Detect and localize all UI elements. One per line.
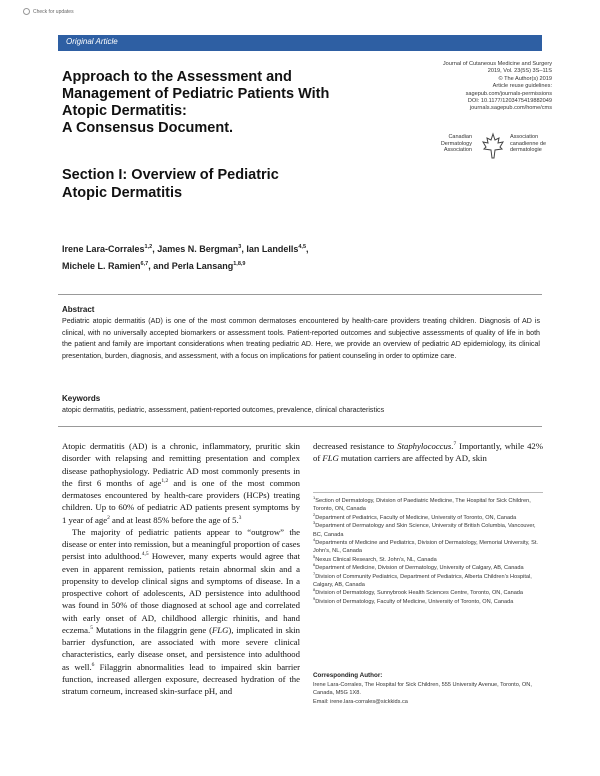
journal-copyright: © The Author(s) 2019 xyxy=(498,75,552,82)
author-name[interactable]: James N. Bergman xyxy=(157,244,239,254)
journal-info xyxy=(382,61,552,113)
journal-home-link[interactable]: journals.sagepub.com/home/cms xyxy=(469,105,552,112)
citation[interactable]: 6 xyxy=(91,661,95,668)
corresponding-author-details: Irene Lara-Corrales, The Hospital for Sick Children, 555 University Avenue, Toronto, ON, Canada, M5G 1X8. Email: irene.lara-corrales@sickkids.ca xyxy=(313,681,543,706)
affiliation-item: $^5$Nexus Clinical Research, St. John’s, NL, Canada xyxy=(313,553,437,563)
affiliation-item: $^2$Department of Pediatrics, Faculty of Medicine, University of Toronto, ON, Canada xyxy=(313,511,517,521)
article-type-banner xyxy=(58,35,542,51)
citation[interactable]: 3 xyxy=(238,514,242,521)
affiliation-item: $^4$Departments of Medicine and Pediatrics, Division of Dermatology, Memorial University, St. John’s, NL, Canada xyxy=(313,537,538,555)
logo-text-french: Association canadienne de dermatologie xyxy=(510,134,547,153)
affiliations-list xyxy=(313,497,543,606)
logo-text-english: Canadian Dermatology Association xyxy=(440,134,472,153)
maple-leaf-icon xyxy=(480,132,506,160)
citation[interactable]: 1,2 xyxy=(161,477,169,484)
affiliation-item: $^7$Division of Community Pediatrics, Department of Pediatrics, Alberta Children’s Hospital, Calgary, AB, Canada xyxy=(313,570,532,589)
cda-logo xyxy=(430,132,550,164)
abstract-heading: Abstract xyxy=(62,305,95,314)
affiliation-item: $^3$Department of Dermatology and Skin Science, University of British Columbia, Vancouver, BC, Canada xyxy=(313,520,536,538)
check-updates-icon xyxy=(23,8,30,15)
section-title: Section I: Overview of Pediatric Atopic Dermatitis xyxy=(62,167,279,201)
check-updates-label: Check for updates xyxy=(33,8,74,15)
journal-volume: 2019, Vol. 23(5S) 3S–11S xyxy=(487,68,552,75)
corresponding-author-heading: Corresponding Author: xyxy=(313,672,383,679)
abstract-top-divider xyxy=(58,294,542,295)
body-paragraph: The majority of pediatric patients appear to “outgrow” the disease or enter into remission, but a meaningful proportion of cases persist into adulthood.$^{4,5}$ However, many experts would agree that even in apparent remission, patients retain abnormal skin and a propensity to develop clinical signs and symptoms of disease. In a prospective cohort of adolescents, AD persistence into adulthood was found in 50% of those diagnosed at school age and correlated with early onset of AD, childhood allergic rhinitis, and hand eczema.$^5$ Mutations in the filaggrin gene (FLG), implicated in skin barrier dysfunction, are associated with more severe clinical characteristics, early disease onset, and persistence into adulthood as well.$^6$ Filaggrin abnormalities lead to impaired skin barrier function, increased allergen exposure, decreased hydration of the stratum corneum, increased skin-surface pH, and xyxy=(62,526,300,696)
citation[interactable]: 4,5 xyxy=(141,551,149,558)
body-column-right: decreased resistance to Staphylococcus.$^7$ Importantly, while 42% of FLG mutation carriers are affected by AD, skin xyxy=(313,441,543,464)
article-type-label: Original Article xyxy=(66,37,118,46)
author-name[interactable]: Perla Lansang xyxy=(171,261,234,271)
affiliation-item: $^8$Division of Dermatology, Sunnybrook Health Sciences Centre, Toronto, ON, Canada xyxy=(313,587,524,597)
author-list: Irene Lara-Corrales$^{1,2}$, James N. Bergman$^3$, Ian Landells$^{4,5}$, Michele L. Ramien$^{6,7}$, and Perla Lansang$^{1,8,9}$ xyxy=(62,244,309,271)
keywords-heading: Keywords xyxy=(62,394,101,403)
journal-permissions-link[interactable]: sagepub.com/journals-permissions xyxy=(465,90,552,97)
affiliation-item: $^9$Division of Dermatology, Faculty of Medicine, University of Toronto, ON, Canada xyxy=(313,596,514,605)
citation[interactable]: 2 xyxy=(107,514,110,521)
article-title: Approach to the Assessment and Management of Pediatric Patients With Atopic Dermatitis: A Consensus Document. xyxy=(62,69,330,136)
affiliation-item: $^1$Section of Dermatology, Division of Paediatric Medicine, The Hospital for Sick Children, Toronto, ON, Canada xyxy=(313,495,531,513)
keywords-text: atopic dermatitis, pediatric, assessment, patient-reported outcomes, prevalence, clinical characteristics xyxy=(62,406,385,414)
journal-reuse: Article reuse guidelines: xyxy=(492,83,552,90)
author-name[interactable]: Ian Landells xyxy=(246,244,299,254)
journal-doi[interactable]: DOI: 10.1177/1203475419882049 xyxy=(467,98,552,105)
author-name[interactable]: Michele L. Ramien xyxy=(62,261,141,271)
body-column-left xyxy=(62,440,300,697)
affiliations-divider xyxy=(313,492,543,493)
citation[interactable]: 7 xyxy=(453,441,457,448)
check-for-updates-badge[interactable] xyxy=(23,8,74,15)
affiliation-item: $^6$Department of Medicine, Division of Dermatology, University of Calgary, AB, Canada xyxy=(313,562,524,572)
citation[interactable]: 5 xyxy=(90,624,93,631)
abstract-text: Pediatric atopic dermatitis (AD) is one of the most common dermatoses encountered by health-care providers treating children. Diagnosis of AD is clinical, with no universally accepted biomarkers or assessment tools. Patient-reported outcomes and subjective assessments of quality of life in both the patient and family are important considerations when treating pediatric AD. Here, we provide an overview of pediatric AD epidemiology, its clinical presentation, burden, diagnosis, and assessment, with a focus on implications for patient counseling in order to optimize care. xyxy=(62,317,540,360)
body-paragraph: Atopic dermatitis (AD) is a chronic, inflammatory, pruritic skin disorder with relapsing and remitting presentation and complex disease pathophysiology. Pediatric AD most commonly presents in the first 6 months of age$^{1,2}$ and is one of the most common dermatoses encountered by health-care providers (HCPs) treating children. Up to 60% of pediatric AD patients present symptoms by 1 year of age$^2$ and at least 85% before the age of 5.$^3$ xyxy=(62,441,301,525)
corresponding-email[interactable]: Email: irene.lara-corrales@sickkids.ca xyxy=(313,698,408,705)
author-name[interactable]: Irene Lara-Corrales xyxy=(62,244,145,254)
journal-name: Journal of Cutaneous Medicine and Surgery xyxy=(442,61,552,67)
keywords-bottom-divider xyxy=(58,426,542,427)
